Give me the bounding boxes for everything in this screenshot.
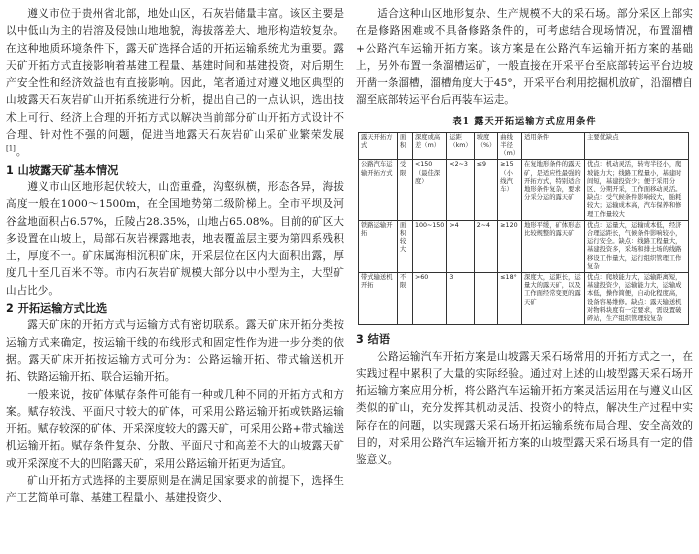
table-header-cell: 深度或高差（m） [413,132,447,160]
paragraph-mine-conditions: 遵义市山区地形起伏较大，山峦重叠，沟壑纵横，形态各异，海拔高度一般在1000～1500m，在全国地势第二级阶梯上。全市平坝及河谷盆地面积占6.57%，丘陵占28.35%，山地占65.08%。目前的矿区大多设置在山坡上，局部石灰岩裸露地表，地表覆盖层主要为第四系残积土，厚度不一。矿床属海相沉积矿床，开采层位在区内大面积出露，厚度几十至几百米不等。市内石灰岩矿规模大部分以中小型为主，大型矿山占比少。 [6,180,344,297]
table-header-cell: 露天开拓方式 [359,132,398,160]
table-header-cell: 面积 [398,132,413,160]
table-cell: 带式输送机开拓 [359,273,398,325]
table-cell: 受限 [398,160,413,220]
section-heading-3: 3 结语 [356,333,391,347]
intro-end: 。 [15,146,27,159]
table-cell: 2~4 [474,220,498,272]
table-header-cell: 适用条件 [522,132,585,160]
table-cell: 优点：运量大，运输成本低，经济合理运距长，气候条件影响较小，运行安全。缺点：线路工程量大，基建投资多，采场和排土场的线路移设工作量大，运行组织管理工作复杂 [585,220,689,272]
table-cell: 面积较大 [398,220,413,272]
table-cell: ≥15（小线汽车） [498,160,522,220]
table-cell: 铁路运输开拓 [359,220,398,272]
paragraph-conclusion: 公路运输汽车开拓方案是山坡露天采石场常用的开拓方式之一，在实践过程中累积了大量的实际经验。通过对上述的山坡型露天采石场开拓运输方案应用分析，将公路汽车运输开拓方案灵活运用在与遵义山区类似的矿山，充分发挥其机动灵活、投资小的特点，解决生产过程中实际存在的问题，以实现露天采石场开拓运输系统布局合理、安全高效的目的，对采用公路汽车运输开拓方案的山坡型露天采石场具有一定的借鉴意义。 [356,350,693,467]
table-row [359,273,689,325]
table-cell: <2~3 [447,160,474,220]
citation-ref: [1] [6,144,16,153]
table-cell: 优点：爬坡能力大，运输距离短，基建投资少，运输能力大，运输成本低，操作简便，自动化程度高，设备容易维修。缺点：露天输送机对物料块度有一定要求，需设置破碎站，生产组织管理较复杂 [585,273,689,325]
paragraph-development-modes: 露天矿床的开拓方式与运输方式有密切联系。露天矿床开拓分类按运输方式来确定，按运输干线的布线形式和固定性作为进一步分类的依据。露天矿床开拓按运输方式可分为：公路运输开拓、带式输送机开拓、铁路运输开拓、联合运输开拓。 [6,319,344,384]
table-caption: 表1 露天开拓运输方式应用条件 [452,115,597,127]
table-cell: ≤9 [474,160,498,220]
table-header-cell: 运距（km） [447,132,474,160]
table-cell: >60 [413,273,447,325]
table-header-row [359,132,689,160]
table-cell: 优点：机动灵活，转弯半径小，爬坡能力大；线路工程量小，基建时间短，基建投资少；便于采用分区、分期开采，工作面移动灵活。缺点：受气候条件影响较大，胎耗较大；运输成本高，汽车保养和修理工作量较大 [585,160,689,220]
left-column [6,6,344,508]
table-cell: 深度大，运距长，运量大的露天矿，以及工作面经常变更的露天矿 [522,273,585,325]
paragraph-selection-principle: 矿山开拓方式选择的主要原则是在满足国家要求的前提下，选择生产工艺简单可靠、基建工程量小、基建投资少、 [6,475,344,505]
table-cell: ≤18° [498,273,522,325]
intro-text: 遵义市位于贵州省北部，地处山区，石灰岩储量丰富。该区主要是以中低山为主的岩溶及侵蚀山地地貌，海拔落差大、地形构造较复杂。在这种地质环境条件下，露天矿选择合适的开拓运输系统尤为重要。露天矿开拓方式直接影响着基建工程量、基建时间和基建投资，对后期生产安全性和经济效益也有直接影响。因此，笔者通过对遵义地区典型的山坡露天石灰岩矿山开拓系统进行分析，提出自己的一点认识，选出技术上可行、经济上合理的开拓方式以解决当前部分矿山开拓方式设计不合理、针对性不强的问题，促进当地露天石灰岩矿山采矿业繁荣发展 [6,8,344,142]
table-row [359,220,689,272]
section-heading-2: 2 开拓运输方式比选 [6,302,108,316]
table-header-cell: 主要优缺点 [585,132,689,160]
table-cell: 100~150 [413,220,447,272]
paragraph-ore-conditions: 一般来说，按矿体赋存条件可能有一种或几种不同的开拓方式和方案。赋存较浅、平面尺寸较大的矿体，可采用公路运输开拓或铁路运输开拓。赋存较深的矿体、开采深度较大的露天矿，可采用公路+带式输送机运输开拓。赋存条件复杂、分散、平面尺寸和高差不大的山坡露天矿或开采深度不大的凹陷露天矿，采用公路运输开拓更为适宜。 [6,388,344,470]
intro-paragraph [6,6,344,162]
application-conditions-table [358,132,689,325]
table-cell: 在复地形条件的露天矿，是适应性最强的开拓方式，特别适合地形条件复杂，要求分采分运的露天矿 [522,160,585,220]
table-header-cell: 曲线半径（m） [498,132,522,160]
section-heading-1: 1 山坡露天矿基本情况 [6,163,119,177]
table-cell: 地形平缓，矿体形态比较规整的露天矿 [522,220,585,272]
table-cell: 3 [447,273,474,325]
table-cell: 公路汽车运输开拓方式 [359,160,398,220]
table-header-cell: 坡度（%） [474,132,498,160]
table-cell [474,273,498,325]
table-cell: <150（最佳深度） [413,160,447,220]
table-row [359,160,689,220]
table-cell: ≥120 [498,220,522,272]
table-cell: 不限 [398,273,413,325]
table-cell: >4 [447,220,474,272]
paragraph-chute-scheme: 适合这种山区地形复杂、生产规模不大的采石场。部分采区上部实在是修路困难或不具备修路条件的，可考虑结合现场情况，布置溜槽+公路汽车运输开拓方案。该方案是在公路汽车运输开拓方案的基础上，另外布置一条溜槽运矿，一般直接在开采平台至底部转运平台边坡开凿一条溜槽，溜槽角度大于45°，开采平台利用挖掘机放矿，沿溜槽自溜至底部转运平台后再装车运走。 [356,8,693,107]
right-column [356,6,693,470]
